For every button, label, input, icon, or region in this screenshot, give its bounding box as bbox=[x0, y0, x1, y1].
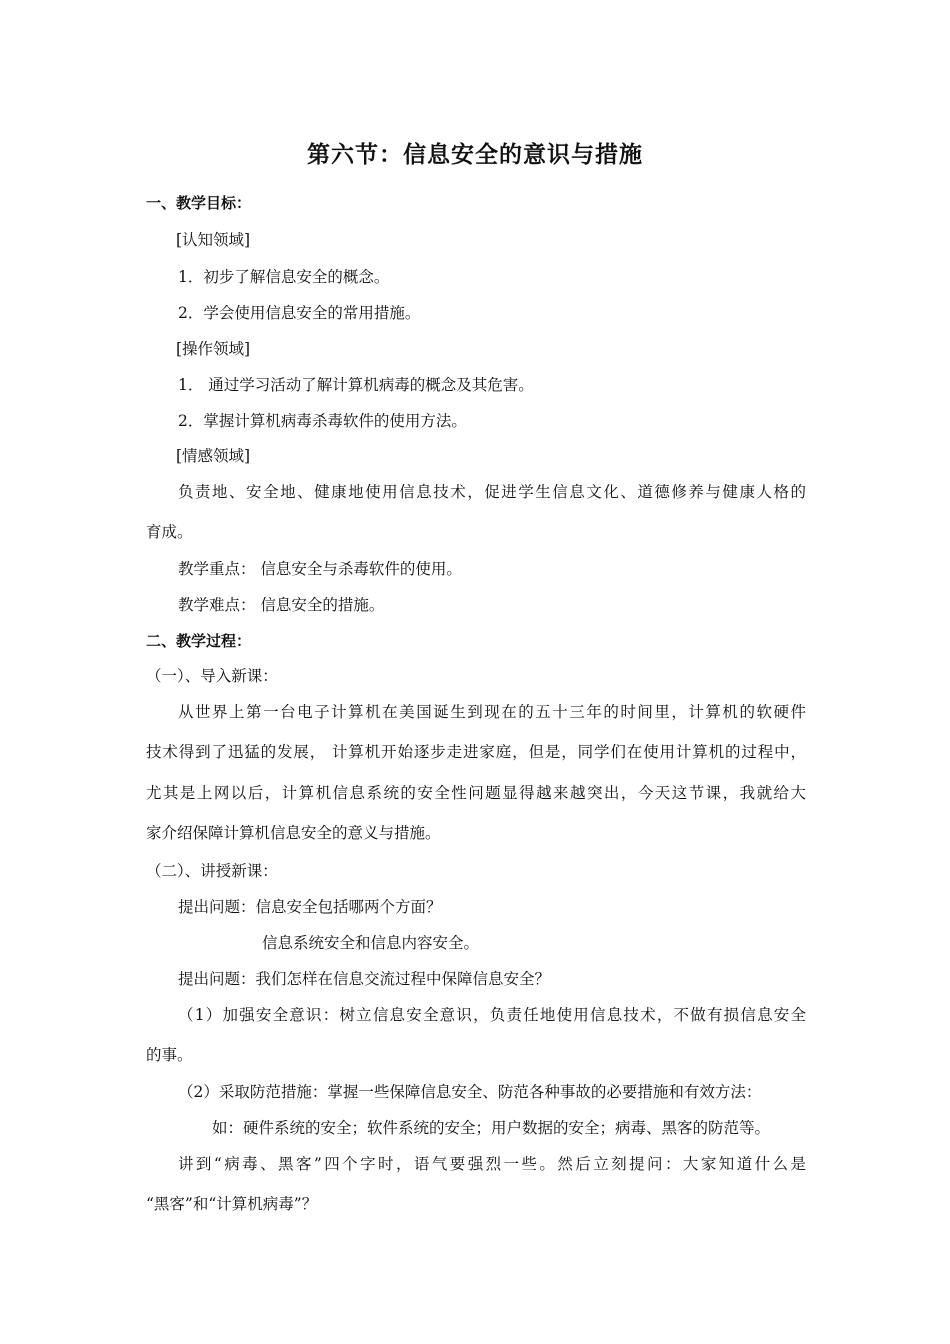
intro-line-4: 家介绍保障计算机信息安全的意义与措施。 bbox=[146, 824, 441, 842]
cognitive-item-1: 1．初步了解信息安全的概念。 bbox=[178, 268, 390, 286]
intro-line-1: 从世界上第一台电子计算机在美国诞生到现在的五十三年的时间里，计算机的软硬件 bbox=[178, 703, 806, 721]
page-title: 第六节：信息安全的意识与措施 bbox=[307, 142, 643, 168]
difficult-point: 教学难点： 信息安全的措施。 bbox=[178, 596, 385, 614]
key-point: 教学重点： 信息安全与杀毒软件的使用。 bbox=[178, 560, 462, 578]
intro-line-3: 尤其是上网以后，计算机信息系统的安全性问题显得越来越突出，今天这节课，我就给大 bbox=[146, 784, 806, 802]
operation-item-2: 2．掌握计算机病毒杀毒软件的使用方法。 bbox=[178, 412, 467, 430]
intro-heading: （一）、导入新课： bbox=[146, 667, 278, 685]
operation-item-1: 1． 通过学习活动了解计算机病毒的概念及其危害。 bbox=[178, 376, 534, 394]
question-1: 提出问题：信息安全包括哪两个方面？ bbox=[178, 898, 442, 916]
measure-1-line-1: （1）加强安全意识：树立信息安全意识，负责任地使用信息技术，不做有损信息安全 bbox=[178, 1006, 806, 1024]
measure-2-example: 如：硬件系统的安全；软件系统的安全；用户数据的安全；病毒、黑客的防范等。 bbox=[212, 1119, 771, 1137]
measure-2: （2）采取防范措施：掌握一些保障信息安全、防范各种事故的必要措施和有效方法： bbox=[178, 1083, 762, 1101]
answer-1: 信息系统安全和信息内容安全。 bbox=[262, 934, 480, 952]
emotion-text-line-2: 育成。 bbox=[146, 523, 193, 541]
cognitive-label: [认知领域] bbox=[176, 231, 251, 249]
note-line-1: 讲到“病毒、黑客”四个字时，语气要强烈一些。然后立刻提问：大家知道什么是 bbox=[178, 1155, 806, 1173]
question-2: 提出问题：我们怎样在信息交流过程中保障信息安全？ bbox=[178, 970, 551, 988]
lecture-heading: （二）、讲授新课： bbox=[146, 862, 278, 880]
measure-1-line-2: 的事。 bbox=[146, 1046, 193, 1064]
note-line-2: “黑客”和“计算机病毒”？ bbox=[146, 1195, 318, 1213]
cognitive-item-2: 2．学会使用信息安全的常用措施。 bbox=[178, 304, 421, 322]
emotion-text-line-1: 负责地、安全地、健康地使用信息技术，促进学生信息文化、道德修养与健康人格的 bbox=[178, 483, 806, 501]
operation-label: [操作领域] bbox=[176, 340, 251, 358]
intro-line-2: 技术得到了迅猛的发展， 计算机开始逐步走进家庭，但是，同学们在使用计算机的过程中， bbox=[146, 743, 806, 761]
emotion-label: [情感领域] bbox=[176, 447, 251, 465]
section-heading-objectives: 一、教学目标： bbox=[146, 194, 252, 212]
section-heading-process: 二、教学过程： bbox=[146, 632, 252, 650]
